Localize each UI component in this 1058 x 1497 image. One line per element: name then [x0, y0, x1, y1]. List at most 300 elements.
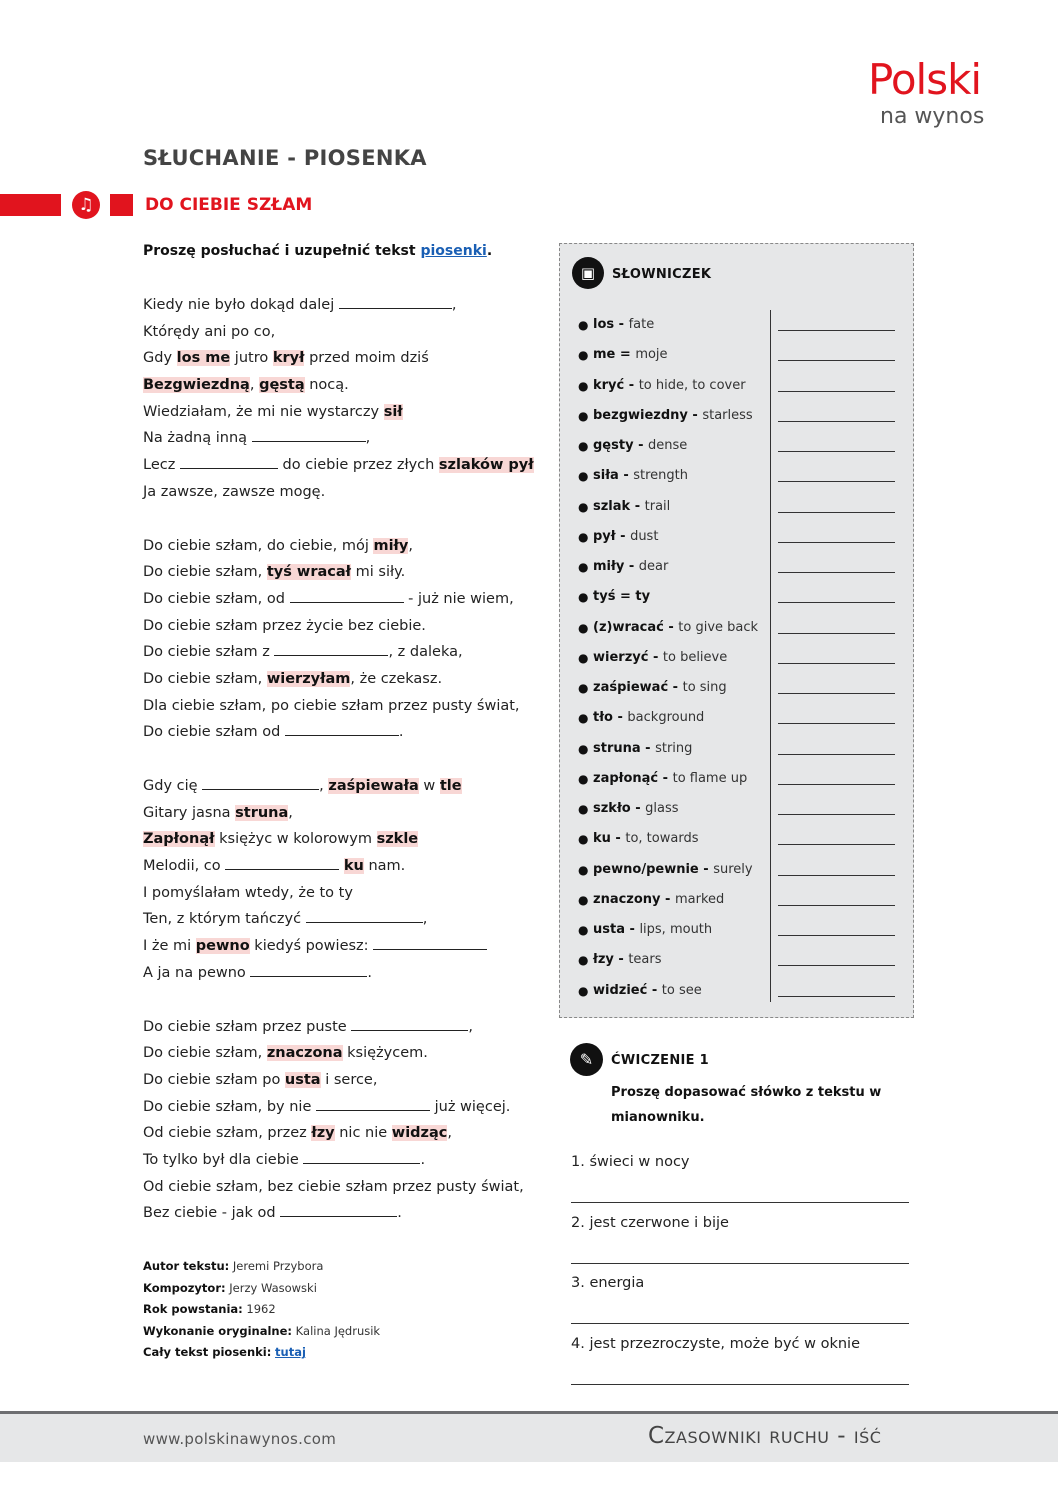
exercise-answer-line[interactable] [571, 1384, 909, 1385]
vocab-item [576, 492, 906, 522]
exercise-answer-line[interactable] [571, 1202, 909, 1203]
vocab-word: zaśpiewać - [593, 680, 683, 695]
vocab-word: łzy - [593, 952, 629, 968]
vocab-item [576, 522, 906, 552]
lyric-text: , z daleka, [388, 644, 463, 661]
vocab-term [593, 552, 668, 582]
lyric-line [143, 586, 553, 613]
vocab-definition: to flame up [672, 770, 748, 786]
lyric-line [143, 853, 553, 880]
lyric-text: Melodii, co [143, 858, 226, 875]
exercise-question: 2. jest czerwone i bije [571, 1214, 729, 1231]
vocab-answer-line[interactable] [778, 330, 895, 331]
lyric-line [143, 960, 553, 987]
bullet-icon: ● [578, 953, 589, 968]
song-credits [143, 1256, 380, 1364]
lyric-text: do ciebie przez złych [277, 457, 439, 474]
lyric-text: Do ciebie szłam, [143, 670, 267, 687]
credit-label: Autor tekstu: [143, 1259, 230, 1273]
vocab-item [576, 582, 906, 612]
vocab-term [593, 461, 688, 491]
vocab-word: gęsty - [593, 438, 648, 453]
lyric-text: , [288, 804, 293, 821]
bullet-icon: ● [578, 439, 589, 453]
lyric-text: już więcej. [430, 1098, 511, 1115]
fill-blank[interactable] [339, 293, 452, 309]
lyric-text: . [397, 1205, 402, 1222]
vocab-term [593, 764, 747, 794]
lyric-text: Gdy [143, 350, 177, 367]
vocab-term [593, 945, 662, 975]
lyric-line: Dla ciebie szłam, po ciebie szłam przez pusty świat, [143, 697, 520, 714]
vocab-term [593, 976, 702, 1006]
vocab-answer-line[interactable] [778, 602, 895, 603]
credit-fulltext [143, 1342, 380, 1364]
vocab-term [593, 643, 727, 673]
vocab-highlight: szlaków pył [438, 457, 534, 474]
lyric-line [143, 1147, 553, 1174]
vocab-highlight: krył [272, 350, 305, 367]
vocab-highlight: tle [439, 778, 462, 794]
lyric-text: , [249, 377, 260, 394]
lyric-text: nocą. [304, 377, 349, 394]
vocab-item [576, 794, 906, 824]
vocab-answer-line[interactable] [778, 391, 895, 392]
lyric-text: przed moim dziś [304, 350, 429, 367]
vocab-item [576, 461, 906, 491]
vocab-answer-line[interactable] [778, 784, 895, 785]
lyric-text: Ten, z którym tańczyć [143, 911, 306, 928]
credit-performer [143, 1321, 380, 1343]
exercise-item [571, 1211, 909, 1272]
fill-blank[interactable] [285, 720, 399, 736]
fill-blank[interactable] [351, 1015, 468, 1031]
exercise-answer-line[interactable] [571, 1323, 909, 1324]
lyric-text: Lecz [143, 457, 180, 474]
credit-value: Jeremi Przybora [229, 1259, 324, 1273]
credit-year [143, 1299, 380, 1321]
logo-sub: na wynos [880, 104, 985, 129]
credit-value: 1962 [242, 1302, 276, 1316]
vocab-definition: tears [628, 952, 662, 968]
vocab-term [593, 492, 670, 522]
vocab-item [576, 340, 906, 370]
lyric-text: Od ciebie szłam, przez [143, 1125, 312, 1142]
vocab-item [576, 431, 906, 461]
lyric-line [143, 1120, 553, 1147]
vocab-answer-line[interactable] [778, 663, 895, 664]
vocab-word: (z)wracać - [593, 619, 679, 635]
lyric-text: . [420, 1151, 426, 1168]
lyric-line [143, 399, 553, 426]
vocab-item [576, 734, 906, 764]
bullet-icon: ● [578, 318, 589, 332]
lyric-text: , [447, 1125, 452, 1142]
vocab-word: szkło - [593, 801, 646, 816]
vocab-answer-line[interactable] [778, 512, 895, 513]
bullet-icon: ● [578, 620, 589, 635]
fill-blank[interactable] [280, 1201, 397, 1217]
lyric-line [143, 372, 553, 399]
bullet-icon: ● [578, 560, 589, 574]
lyric-line [143, 1040, 553, 1067]
lyric-text: kiedyś powiesz: [249, 938, 374, 955]
fill-blank[interactable] [303, 1148, 420, 1164]
vocab-word: pył - [593, 528, 631, 544]
vocab-definition: to, towards [625, 831, 699, 847]
lyric-text: Do ciebie szłam, by nie [143, 1098, 316, 1115]
vocab-answer-line[interactable] [778, 451, 895, 452]
footer-topic: Czasowniki ruchu - iść [648, 1423, 882, 1449]
vocab-word: siła - [593, 468, 634, 484]
vocab-highlight: pewno [195, 938, 250, 955]
vocab-item [576, 824, 906, 854]
vocab-word: me = [593, 347, 636, 363]
lyric-text: Do ciebie szłam, do ciebie, mój [143, 537, 374, 554]
vocab-word: znaczony - [593, 891, 675, 907]
lyric-text: w [418, 778, 440, 794]
lyric-line [143, 1094, 553, 1121]
vocab-definition: surely [713, 861, 753, 877]
vocab-word: wierzyć - [593, 649, 663, 665]
vocab-word: struna - [593, 740, 656, 756]
lyric-text: I że mi [143, 938, 196, 955]
vocab-word: szlak - [593, 498, 645, 514]
lyric-line [143, 1014, 553, 1041]
bullet-icon: ● [578, 923, 589, 937]
vocab-term [593, 915, 712, 945]
vocab-item [576, 673, 906, 703]
vocabulary-list [576, 310, 906, 1006]
section-title: SŁUCHANIE - PIOSENKA [143, 146, 427, 170]
song-title: DO CIEBIE SZŁAM [145, 195, 313, 215]
exercise-answer-line[interactable] [571, 1263, 909, 1264]
instruction-end: . [486, 243, 493, 259]
lyric-text: Gdy cię [143, 778, 203, 794]
bullet-icon: ● [578, 499, 589, 514]
lyric-text: Do ciebie szłam przez puste [143, 1018, 352, 1035]
music-note-icon: ♫ [72, 191, 100, 219]
vocab-item [576, 552, 906, 582]
lyric-line [143, 933, 553, 960]
fill-blank[interactable] [250, 961, 367, 977]
lyric-line [143, 559, 553, 586]
fill-blank[interactable] [252, 426, 366, 442]
bullet-icon: ● [578, 469, 589, 484]
fill-blank[interactable] [373, 934, 487, 950]
vocab-word: widzieć - [593, 982, 662, 998]
lyric-text: , że czekasz. [350, 670, 443, 687]
lyric-line: I pomyślałam wtedy, że to ty [143, 884, 353, 901]
bullet-icon: ● [578, 832, 589, 847]
bullet-icon: ● [578, 650, 589, 665]
lyrics [143, 292, 553, 1227]
vocab-answer-line[interactable] [778, 481, 895, 482]
vocab-term [593, 310, 654, 340]
vocab-term [593, 401, 753, 431]
bullet-icon: ● [578, 681, 589, 695]
vocab-word: usta - [593, 922, 640, 937]
bullet-icon: ● [578, 529, 589, 544]
lyric-line [143, 1067, 553, 1094]
exercise-item [571, 1150, 909, 1211]
lyric-line: Którędy ani po co, [143, 323, 276, 340]
vocab-word: bezgwiezdny - [593, 407, 703, 423]
vocab-definition: moje [635, 347, 668, 363]
lyric-text: Bez ciebie - jak od [143, 1205, 281, 1222]
red-bar-decoration [0, 194, 61, 216]
fill-blank[interactable] [274, 640, 388, 656]
fill-blank[interactable] [180, 453, 278, 469]
vocab-definition: to give back [678, 619, 759, 635]
bullet-icon: ● [578, 771, 589, 786]
bullet-icon: ● [578, 408, 589, 423]
vocab-word: zapłonąć - [593, 770, 673, 786]
fulltext-link[interactable]: tutaj [275, 1345, 306, 1359]
lyric-text: Do ciebie szłam po [143, 1071, 285, 1088]
vocab-item [576, 976, 906, 1006]
vocab-highlight: gęstą [259, 377, 305, 394]
lyric-line [143, 773, 553, 800]
lyric-line [143, 639, 553, 666]
vocab-word: tło - [593, 710, 628, 726]
lyric-line [143, 906, 553, 933]
vocab-highlight: wierzyłam [266, 670, 351, 687]
lyric-text: księżyc w kolorowym [214, 831, 377, 848]
lyric-text: mi siły. [351, 564, 406, 581]
vocab-item [576, 703, 906, 733]
lyric-text: nam. [363, 858, 406, 875]
vocab-term [593, 522, 658, 552]
fill-blank[interactable] [225, 854, 339, 870]
vocab-answer-line[interactable] [778, 905, 895, 906]
vocab-term [593, 613, 758, 643]
vocab-definition: glass [645, 801, 679, 816]
vocab-highlight: usta [284, 1071, 321, 1088]
vocab-term [593, 855, 753, 885]
vocabulary-title: SŁOWNICZEK [612, 267, 712, 282]
lyric-line [143, 826, 553, 853]
vocab-item [576, 613, 906, 643]
vocab-highlight: Zapłonął [143, 831, 215, 848]
vocab-term [593, 703, 704, 733]
vocab-highlight: szkle [376, 831, 419, 848]
lyric-text: i serce, [320, 1071, 378, 1088]
exercise-question: 3. energia [571, 1275, 645, 1291]
credit-value: Kalina Jędrusik [292, 1323, 381, 1338]
vocab-word: kryć - [593, 377, 639, 393]
lyric-text: To tylko był dla ciebie [143, 1151, 304, 1168]
credit-label: Kompozytor: [143, 1280, 226, 1295]
bullet-icon: ● [578, 983, 589, 998]
vocab-definition: to believe [662, 649, 728, 665]
vocab-word: miły - [593, 559, 639, 574]
vocab-term [593, 371, 746, 401]
lyric-text: Do ciebie szłam, od [143, 590, 290, 607]
vocab-answer-line[interactable] [778, 844, 895, 845]
vocab-answer-line[interactable] [778, 633, 895, 634]
fill-blank[interactable] [202, 774, 319, 790]
vocab-term [593, 734, 692, 764]
lyric-line [143, 719, 553, 746]
vocab-answer-line[interactable] [778, 572, 895, 573]
vocab-word: ku - [593, 831, 626, 847]
vocab-highlight: zaśpiewała [328, 778, 419, 794]
vocab-term [593, 582, 650, 612]
credit-label: Cały tekst piosenki: [143, 1345, 272, 1359]
vocab-answer-line[interactable] [778, 421, 895, 422]
fill-blank[interactable] [306, 907, 423, 923]
lyric-text: , [408, 537, 413, 554]
vocab-answer-line[interactable] [778, 542, 895, 543]
credit-author [143, 1256, 380, 1278]
vocab-answer-line[interactable] [778, 996, 895, 997]
bullet-icon: ● [578, 741, 589, 756]
credit-composer [143, 1278, 380, 1300]
vocab-answer-line[interactable] [778, 935, 895, 936]
vocab-answer-line[interactable] [778, 875, 895, 876]
vocab-word: tyś = ty [593, 589, 651, 605]
vocab-item [576, 885, 906, 915]
lyric-text: Na żadną inną [143, 430, 252, 447]
vocab-term [593, 340, 668, 370]
vocab-item [576, 401, 906, 431]
vocab-term [593, 824, 698, 854]
lyric-line [143, 425, 553, 452]
vocab-highlight: Bezgwiezdną [143, 377, 250, 394]
exercise-item [571, 1332, 909, 1393]
vocab-item [576, 945, 906, 975]
song-link[interactable]: piosenki [420, 243, 487, 259]
vocab-highlight: los me [176, 350, 231, 367]
red-square-decoration [110, 194, 133, 216]
lyric-text: , [365, 430, 371, 447]
vocab-definition: fate [628, 317, 655, 332]
credit-label: Rok powstania: [143, 1302, 243, 1316]
vocab-definition: dear [638, 559, 669, 574]
vocab-answer-line[interactable] [778, 693, 895, 694]
lyric-line [143, 292, 553, 319]
fill-blank[interactable] [316, 1095, 430, 1111]
vocab-highlight: sił [383, 403, 403, 420]
lyric-text: Do ciebie szłam od [143, 724, 285, 741]
vocab-item [576, 764, 906, 794]
logo [868, 56, 1008, 130]
lyric-text: . [367, 964, 372, 981]
vocab-highlight: widząc [391, 1125, 448, 1142]
vocab-item [576, 371, 906, 401]
lyric-line: Od ciebie szłam, bez ciebie szłam przez pusty świat, [143, 1178, 524, 1195]
lyric-line [143, 452, 553, 479]
vocab-definition: dense [648, 438, 688, 453]
vocab-highlight: łzy [311, 1125, 335, 1142]
vocab-word: pewno/pewnie - [593, 861, 714, 877]
exercise-question: 1. świeci w nocy [571, 1154, 690, 1170]
lyric-text: jutro [230, 350, 273, 367]
vocabulary-box [559, 243, 914, 1018]
bullet-icon: ● [578, 711, 589, 726]
lyric-text: , [319, 778, 329, 794]
vocab-definition: marked [674, 891, 725, 907]
credit-value: Jerzy Wasowski [225, 1280, 317, 1295]
lyric-text: Wiedziałam, że mi nie wystarczy [143, 403, 384, 420]
vocab-answer-line[interactable] [778, 965, 895, 966]
lyric-line: Ja zawsze, zawsze mogę. [143, 483, 326, 500]
bullet-icon: ● [578, 378, 589, 393]
vocab-answer-line[interactable] [778, 754, 895, 755]
vocab-definition: string [655, 740, 693, 756]
pencil-icon: ✎ [570, 1043, 603, 1076]
bullet-icon: ● [578, 348, 589, 363]
exercise-title: ĆWICZENIE 1 [611, 1053, 710, 1068]
dictionary-icon: ▣ [572, 257, 604, 289]
vocab-answer-line[interactable] [778, 814, 895, 815]
lyric-text: , [468, 1018, 473, 1035]
vocab-item [576, 855, 906, 885]
vocab-highlight: tyś wracał [266, 564, 352, 581]
bullet-icon: ● [578, 862, 589, 877]
lyric-text: - już nie wiem, [403, 590, 514, 607]
vocab-item [576, 643, 906, 673]
vocab-item [576, 915, 906, 945]
lyric-text: Do ciebie szłam z [143, 644, 275, 661]
vocab-definition: lips, mouth [639, 922, 713, 937]
vocab-definition: trail [644, 498, 671, 514]
fill-blank[interactable] [290, 587, 404, 603]
lyric-text: nic nie [334, 1125, 392, 1142]
bullet-icon: ● [578, 892, 589, 907]
lyric-line: Do ciebie szłam przez życie bez ciebie. [143, 617, 426, 634]
exercise-question: 4. jest przezroczyste, może być w oknie [571, 1335, 860, 1352]
vocab-answer-line[interactable] [778, 360, 895, 361]
lyric-line [143, 666, 553, 693]
vocab-definition: to hide, to cover [638, 377, 746, 393]
instruction [143, 243, 492, 259]
lyric-text: , [422, 911, 428, 928]
lyric-text: A ja na pewno [143, 964, 251, 981]
exercise-item [571, 1271, 909, 1332]
vocab-definition: dust [630, 528, 659, 544]
vocab-term [593, 794, 679, 824]
vocab-definition: to see [661, 982, 702, 998]
vocab-highlight: struna [235, 804, 289, 821]
vocab-highlight: ku [343, 858, 364, 875]
lyric-text: , [451, 297, 457, 313]
vocab-highlight: miły [373, 537, 409, 554]
exercise-instruction: Proszę dopasować słówko z tekstu w mianowniku. [611, 1085, 882, 1125]
lyric-text: Gitary jasna [143, 804, 236, 821]
lyric-line [143, 800, 553, 827]
vocab-term [593, 885, 724, 915]
footer-url[interactable]: www.polskinawynos.com [143, 1430, 337, 1448]
vocab-definition: starless [702, 407, 753, 423]
lyric-text: Do ciebie szłam, [143, 564, 267, 581]
instruction-text: Proszę posłuchać i uzupełnić tekst [143, 243, 421, 259]
vocab-definition: background [627, 710, 705, 726]
credit-label: Wykonanie oryginalne: [143, 1323, 293, 1338]
bullet-icon: ● [578, 802, 589, 816]
vocab-answer-line[interactable] [778, 723, 895, 724]
vocab-word: los - [593, 317, 629, 332]
logo-main: Polski [868, 55, 982, 104]
lyric-line [143, 345, 553, 372]
vocab-highlight: znaczona [266, 1045, 343, 1062]
lyric-text: Kiedy nie było dokąd dalej [143, 297, 339, 313]
vocab-definition: strength [633, 468, 689, 484]
lyric-line [143, 1200, 553, 1227]
lyric-text: . [398, 724, 404, 741]
lyric-line [143, 533, 553, 560]
